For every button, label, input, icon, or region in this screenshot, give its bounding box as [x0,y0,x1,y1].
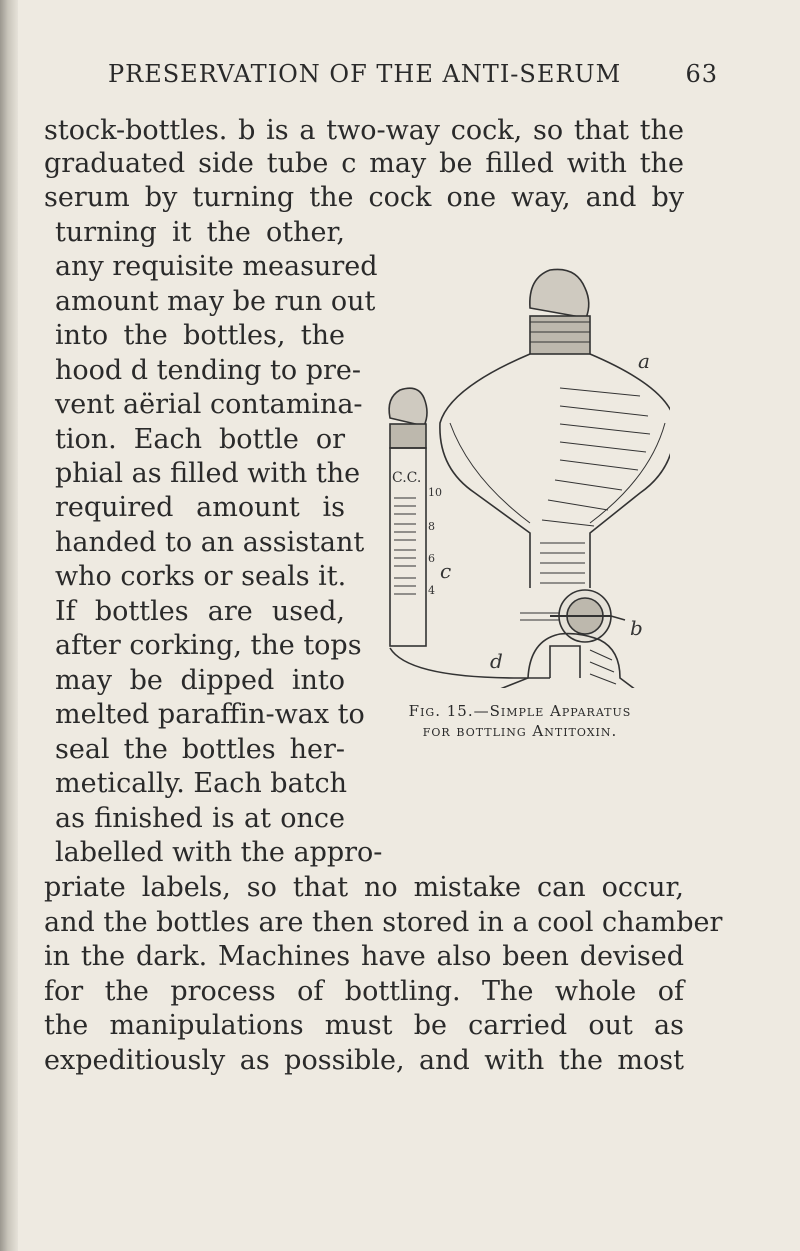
text-line: in the dark. Machines have also been devised [44,941,684,972]
text-line: phial as filled with the [55,458,361,489]
label-c: c [440,559,452,583]
text-line: the manipulations must be carried out as [44,1010,684,1041]
text-line: hood d tending to pre- [55,355,362,386]
text-line: and the bottles are then stored in a cool chamber [44,907,723,938]
text-line: turning it the other, [55,217,345,248]
apparatus-figure [380,248,670,688]
page-number: 63 [685,60,718,88]
text-line: as finished is at once [55,803,345,834]
text-line: graduated side tube c may be filled with the [44,148,684,179]
figure-caption [355,702,685,741]
text-line: vent aërial contamina- [55,389,363,420]
label-d: d [490,649,503,673]
text-line: who corks or seals it. [55,561,347,592]
text-line: for the process of bottling. The whole of [44,976,684,1007]
grad-4: 4 [428,584,435,597]
text-line: handed to an assistant [55,527,365,558]
text-line: required amount is [55,492,345,523]
text-line: expeditiously as possible, and with the most [44,1045,684,1076]
text-line: priate labels, so that no mistake can occur, [44,872,684,903]
running-header [108,60,718,88]
text-line: amount may be run out [55,286,376,317]
label-a: a [638,349,650,373]
text-line: stock-bottles. b is a two-way cock, so that the [44,115,684,146]
text-line: serum by turning the cock one way, and by [44,182,684,213]
label-cc: C.C. [392,470,422,486]
text-line: after corking, the tops [55,630,362,661]
running-title: PRESERVATION OF THE ANTI-SERUM [108,60,622,88]
text-line: labelled with the appro- [55,837,383,868]
text-line: tion. Each bottle or [55,424,345,455]
text-line: metically. Each batch [55,768,348,799]
caption-line-1: Fig. 15.—Simple Apparatus [408,702,632,720]
caption-line-2: for bottling Antitoxin. [422,721,618,740]
text-line: may be dipped into [55,665,345,696]
page-gutter-shadow [0,0,18,1251]
text-line: melted paraffin-wax to [55,699,365,730]
grad-8: 8 [428,520,435,533]
text-line: If bottles are used, [55,596,345,627]
grad-10: 10 [428,486,442,499]
label-b: b [630,616,643,640]
text-line: into the bottles, the [55,320,345,351]
text-line: seal the bottles her- [55,734,345,765]
grad-6: 6 [428,552,435,565]
text-line: any requisite measured [55,251,378,282]
